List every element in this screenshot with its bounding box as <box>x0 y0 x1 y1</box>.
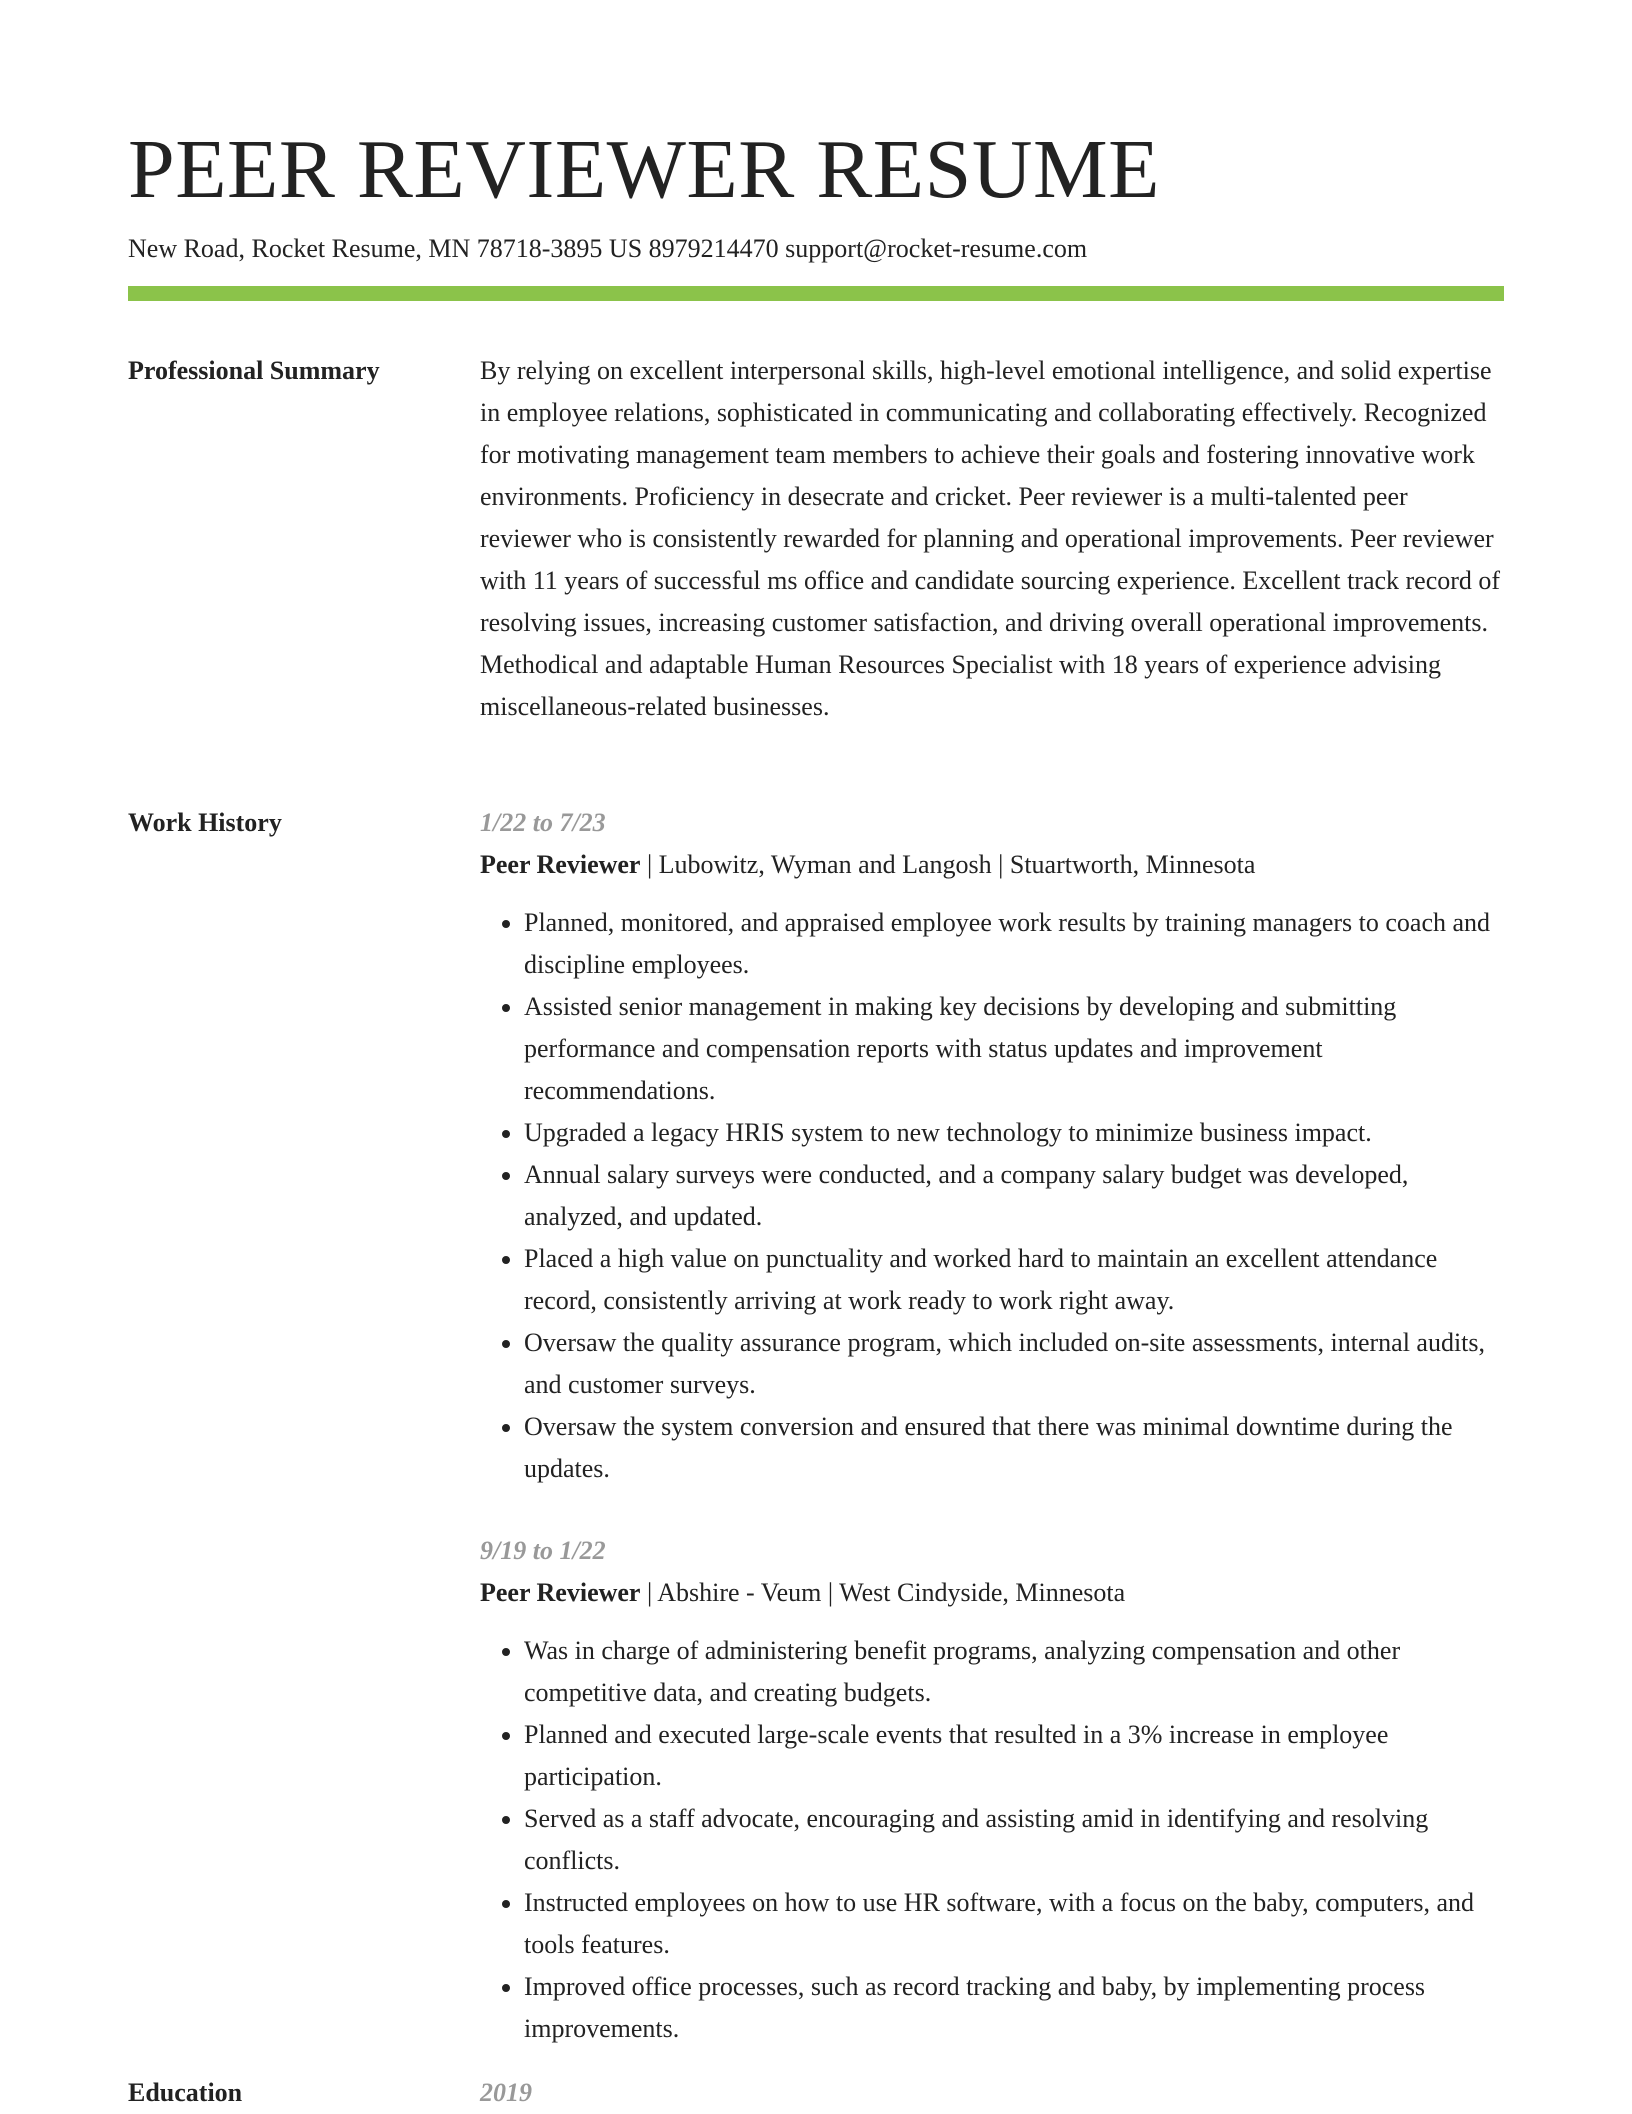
bullet-item: • Improved office processes, such as record tracking and baby, by implementing process improvements. <box>524 1966 1504 2050</box>
bullet-item: • Upgraded a legacy HRIS system to new technology to minimize business impact. <box>524 1112 1504 1154</box>
job-dates: 1/22 to 7/23 <box>480 808 606 837</box>
job-heading <box>480 1572 1504 1614</box>
education-label: Education <box>128 2078 243 2107</box>
bullet-item: • Planned and executed large-scale events that resulted in a 3% increase in employee participation. <box>524 1714 1504 1798</box>
job-details: | Lubowitz, Wyman and Langosh | Stuartworth, Minnesota <box>640 850 1256 879</box>
bullet-item: • Assisted senior management in making key decisions by developing and submitting performance and compensation reports with status updates and improvement recommendations. <box>524 986 1504 1112</box>
job-title: Peer Reviewer <box>480 1578 641 1607</box>
education-year: 2019 <box>480 2078 532 2107</box>
bullet-item: • Served as a staff advocate, encouraging and assisting amid in identifying and resolving conflicts. <box>524 1798 1504 1882</box>
job-entry <box>480 1530 1504 2050</box>
bullet-item: • Planned, monitored, and appraised employee work results by training managers to coach and discipline employees. <box>524 902 1504 986</box>
job-dates: 9/19 to 1/22 <box>480 1536 606 1565</box>
work-history-label: Work History <box>128 808 282 837</box>
bullet-item: • Instructed employees on how to use HR software, with a focus on the baby, computers, and tools features. <box>524 1882 1504 1966</box>
bullet-item: • Was in charge of administering benefit programs, analyzing compensation and other competitive data, and creating budgets. <box>524 1630 1504 1714</box>
bullet-item: • Oversaw the system conversion and ensured that there was minimal downtime during the updates. <box>524 1406 1504 1490</box>
contact-line: New Road, Rocket Resume, MN 78718-3895 US 8979214470 support@rocket-resume.com <box>128 234 1088 263</box>
job-title: Peer Reviewer <box>480 850 641 879</box>
bullet-item: • Placed a high value on punctuality and worked hard to maintain an excellent attendance record, consistently arriving at work ready to work right away. <box>524 1238 1504 1322</box>
job-bullets <box>480 1630 1504 2050</box>
bullet-item: • Oversaw the quality assurance program, which included on-site assessments, internal audits, and customer surveys. <box>524 1322 1504 1406</box>
job-bullets <box>480 902 1504 1490</box>
summary-section <box>480 350 1504 728</box>
bullet-item: • Annual salary surveys were conducted, and a company salary budget was developed, analyzed, and updated. <box>524 1154 1504 1238</box>
accent-divider <box>128 286 1504 301</box>
job-heading <box>480 844 1504 886</box>
resume-title: PEER REVIEWER RESUME <box>128 123 1160 216</box>
education-section <box>480 2072 1504 2114</box>
job-details: | Abshire - Veum | West Cindyside, Minnesota <box>640 1578 1126 1607</box>
summary-label: Professional Summary <box>128 356 380 385</box>
work-history-section <box>480 802 1504 2050</box>
job-entry <box>480 802 1504 1490</box>
summary-text: By relying on excellent interpersonal skills, high-level emotional intelligence, and solid expertise in employee relations, sophisticated in communicating and collaborating effectively. Recognized for motivating management team members to achieve their goals and fostering innovative work environments. Proficiency in desecrate and cricket. Peer reviewer is a multi-talented peer reviewer who is consistently rewarded for planning and operational improvements. Peer reviewer with 11 years of successful ms office and candidate sourcing experience. Excellent track record of resolving issues, increasing customer satisfaction, and driving overall operational improvements. Methodical and adaptable Human Resources Specialist with 18 years of experience advising miscellaneous-related businesses. <box>480 356 1501 721</box>
